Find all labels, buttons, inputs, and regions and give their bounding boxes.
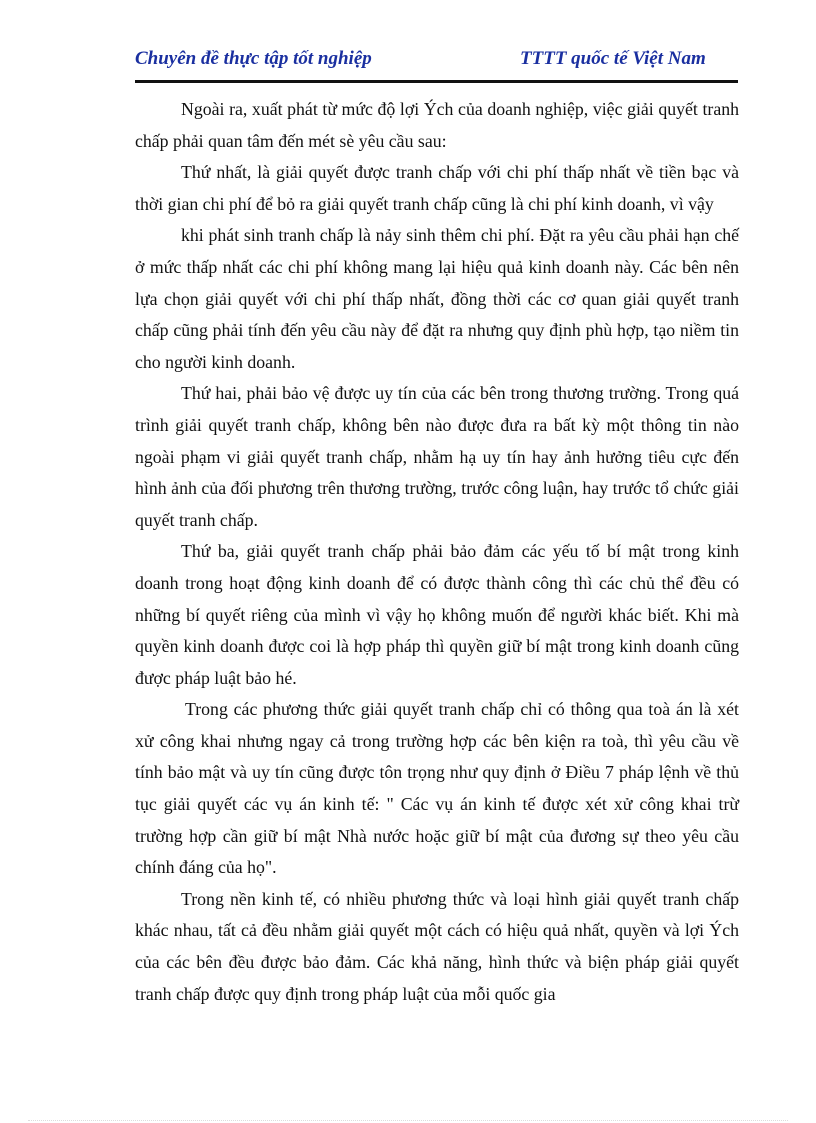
paragraph-intro: Ngoài ra, xuất phát từ mức độ lợi Ých của doanh nghiệp, việc giải quyết tranh chấp phải quan tâm đến mét sè yêu cầu sau:	[135, 99, 739, 151]
header-right-title: TTTT quốc tế Việt Nam	[520, 48, 706, 69]
paragraph-first-requirement: Thứ nhất, là giải quyết được tranh chấp với chi phí thấp nhất về tiền bạc và thời gian chi phí để bỏ ra giải quyết tranh chấp cũng là chi phí kinh doanh, vì vậy	[135, 162, 739, 214]
paragraph-second-requirement: Thứ hai, phải bảo vệ được uy tín của các bên trong thương trường. Trong quá trình giải quyết tranh chấp, không bên nào được đưa ra bất kỳ một thông tin nào ngoài phạm vi giải quyết tranh chấp, nhằm hạ uy tín hay ảnh hưởng tiêu cực đến hình ảnh của đối phương trên thương trường, trước công luận, hay trước tổ chức giải quyết tranh chấp.	[135, 383, 739, 530]
header-rule	[135, 80, 738, 83]
page-header	[135, 48, 737, 72]
paragraph-dispute-methods: Trong nền kinh tế, có nhiều phương thức và loại hình giải quyết tranh chấp khác nhau, tất cả đều nhằm giải quyết một cách có hiệu quả nhất, quyền và lợi Ých của các bên đều được bảo đảm. Các khả năng, hình thức và biện pháp giải quyết tranh chấp được quy định trong pháp luật của mỗi quốc gia	[135, 888, 739, 1004]
paragraph-third-requirement: Thứ ba, giải quyết tranh chấp phải bảo đảm các yếu tố bí mật trong kinh doanh trong hoạt động kinh doanh để có được thành công thì các chủ thể đều có những bí quyết riêng của mình vì vậy họ không muốn để người khác biết. Khi mà quyền kinh doanh được coi là hợp pháp thì quyền giữ bí mật trong kinh doanh cũng được pháp luật bảo hé.	[135, 541, 739, 688]
document-body	[135, 94, 739, 1010]
header-left-title: Chuyên đề thực tập tốt nghiệp	[135, 48, 372, 69]
paragraph-first-requirement-cont: khi phát sinh tranh chấp là nảy sinh thêm chi phí. Đặt ra yêu cầu phải hạn chế ở mức thấp nhất các chi phí không mang lại hiệu quả kinh doanh này. Các bên nên lựa chọn giải quyết với chi phí thấp nhất, đồng thời các cơ quan giải quyết tranh chấp cũng phải tính đến yêu cầu này để đặt ra nhưng quy định phù hợp, tạo niềm tin cho người kinh doanh.	[135, 225, 739, 372]
footer-divider	[28, 1120, 788, 1121]
paragraph-court-confidentiality: Trong các phương thức giải quyết tranh chấp chỉ có thông qua toà án là xét xử công khai nhưng ngay cả trong trường hợp các bên kiện ra toà, thì yêu cầu về tính bảo mật và uy tín cũng được tôn trọng như quy định ở Điều 7 pháp lệnh về thủ tục giải quyết các vụ án kinh tế: " Các vụ án kinh tế được xét xử công khai trừ trường hợp cần giữ bí mật Nhà nước hoặc giữ bí mật của đương sự theo yêu cầu chính đáng của họ".	[135, 699, 739, 878]
